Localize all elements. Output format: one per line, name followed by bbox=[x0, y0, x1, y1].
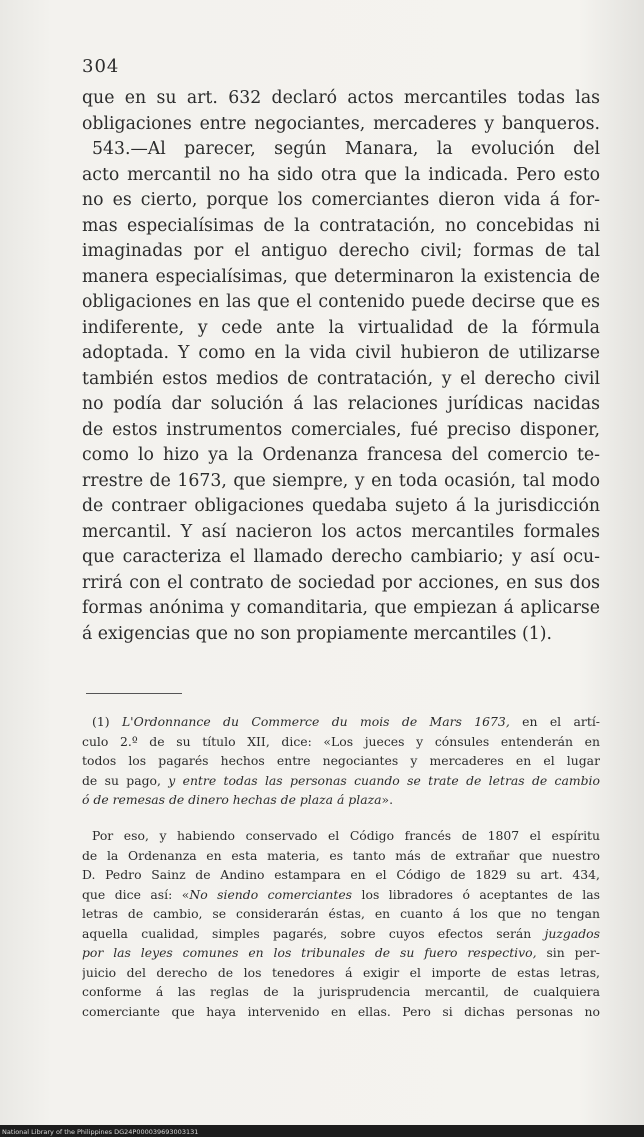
footnote-line: culo 2.º de su título XII, dice: «Los jueces y cónsules entenderán en bbox=[82, 733, 600, 749]
footnote-1 bbox=[82, 712, 600, 810]
footnote-text: que dice así: « bbox=[82, 886, 190, 902]
text-line: acto mercantil no ha sido otra que la indicada. Pero esto bbox=[82, 164, 600, 185]
footnote-line bbox=[82, 771, 600, 791]
footnote-text: los libradores ó aceptantes de las bbox=[361, 886, 600, 902]
footnote-italic-text: y entre todas las personas cuando se trate de letras de cambio bbox=[168, 772, 600, 788]
text-line: obligaciones entre negociantes, mercaderes y banqueros. bbox=[82, 113, 600, 134]
text-line: manera especialísimas, que determinaron la existencia de bbox=[82, 266, 600, 287]
footnote-line: de la Ordenanza en esta materia, es tanto más de extrañar que nuestro bbox=[82, 847, 600, 863]
footnote-marker: (1) bbox=[92, 714, 110, 729]
footnote-line: todos los pagarés hechos entre negociantes y mercaderes en el lugar bbox=[82, 753, 600, 768]
footnote-italic-text: ó de remesas de dinero hechas de plaza á plaza bbox=[82, 792, 382, 807]
text-line: mas especialísimas de la contratación, no concebidas ni bbox=[82, 215, 600, 236]
footnote-line: letras de cambio, se considerarán éstas, en cuanto á los que no tengan bbox=[82, 906, 600, 921]
footnote-line bbox=[82, 885, 600, 905]
footnote-line bbox=[82, 712, 600, 732]
footnote-separator-rule bbox=[86, 693, 182, 694]
footnote-title: L'Ordonnance du Commerce du mois de Mars 1673, bbox=[121, 714, 510, 729]
text-line: adoptada. Y como en la vida civil hubieron de utilizarse bbox=[82, 343, 600, 363]
text-line: de estos instrumentos comerciales, fué preciso disponer, bbox=[82, 419, 600, 440]
footnote-line bbox=[82, 790, 600, 810]
scan-credit: National Library of the Philippines DG24P000039693003131 bbox=[2, 1128, 199, 1136]
text-line: no es cierto, porque los comerciantes dieron vida á for- bbox=[82, 190, 600, 210]
footnote-line: comerciante que haya intervenido en ellas. Pero si dichas personas no bbox=[82, 1003, 600, 1019]
text-line: 543.—Al parecer, según Manara, la evolución del bbox=[92, 139, 600, 159]
text-line: no podía dar solución á las relaciones jurídicas nacidas bbox=[82, 394, 600, 414]
text-line: obligaciones en las que el contenido puede decirse que es bbox=[82, 292, 600, 312]
footnote-italic-text: No siendo comerciantes bbox=[189, 886, 353, 902]
footnote-text: aquella cualidad, simples pagarés, sobre cuyos efectos serán bbox=[82, 925, 532, 941]
footnote-text: sin per- bbox=[546, 945, 600, 960]
footnote-text: en el artí- bbox=[522, 714, 600, 729]
text-line: rrestre de 1673, que siempre, y en toda ocasión, tal modo bbox=[82, 470, 600, 491]
text-line: también estos medios de contratación, y el derecho civil bbox=[82, 368, 600, 389]
text-line: como lo hizo ya la Ordenanza francesa del comercio te- bbox=[82, 445, 600, 465]
footnote-line: conforme á las reglas de la jurisprudencia mercantil, de cualquiera bbox=[82, 984, 600, 999]
footnote-italic-text: juzgados bbox=[544, 925, 600, 941]
main-text-block bbox=[82, 86, 600, 647]
footnote-line bbox=[82, 943, 600, 963]
footnote-line: Por eso, y habiendo conservado el Código francés de 1807 el espíritu bbox=[92, 828, 600, 843]
footnote-line: juicio del derecho de los tenedores á exigir el importe de estas letras, bbox=[82, 964, 600, 980]
footnote-text: de su pago, bbox=[82, 772, 161, 788]
page-number: 304 bbox=[82, 56, 120, 77]
text-line: rrirá con el contrato de sociedad por acciones, en sus dos bbox=[82, 572, 600, 593]
footnote-text: ». bbox=[381, 792, 394, 807]
text-line: que caracteriza el llamado derecho cambiario; y así ocu- bbox=[82, 547, 600, 567]
text-line: indiferente, y cede ante la virtualidad de la fórmula bbox=[82, 317, 600, 338]
text-line: á exigencias que no son propiamente mercantiles (1). bbox=[82, 623, 552, 644]
text-line: formas anónima y comanditaria, que empiezan á aplicarse bbox=[82, 598, 600, 618]
footnote-continuation bbox=[82, 826, 600, 1021]
footnote-italic-text: por las leyes comunes en los tribunales de su fuero respectivo, bbox=[82, 945, 537, 960]
footnote-line bbox=[82, 924, 600, 944]
footnote-line: D. Pedro Sainz de Andino estampara en el Código de 1829 su art. 434, bbox=[82, 867, 600, 882]
text-line: mercantil. Y así nacieron los actos mercantiles formales bbox=[82, 521, 600, 542]
text-line: que en su art. 632 declaró actos mercantiles todas las bbox=[82, 88, 600, 108]
text-line: de contraer obligaciones quedaba sujeto á la jurisdicción bbox=[82, 496, 600, 516]
text-line: imaginadas por el antiguo derecho civil; formas de tal bbox=[82, 241, 600, 261]
